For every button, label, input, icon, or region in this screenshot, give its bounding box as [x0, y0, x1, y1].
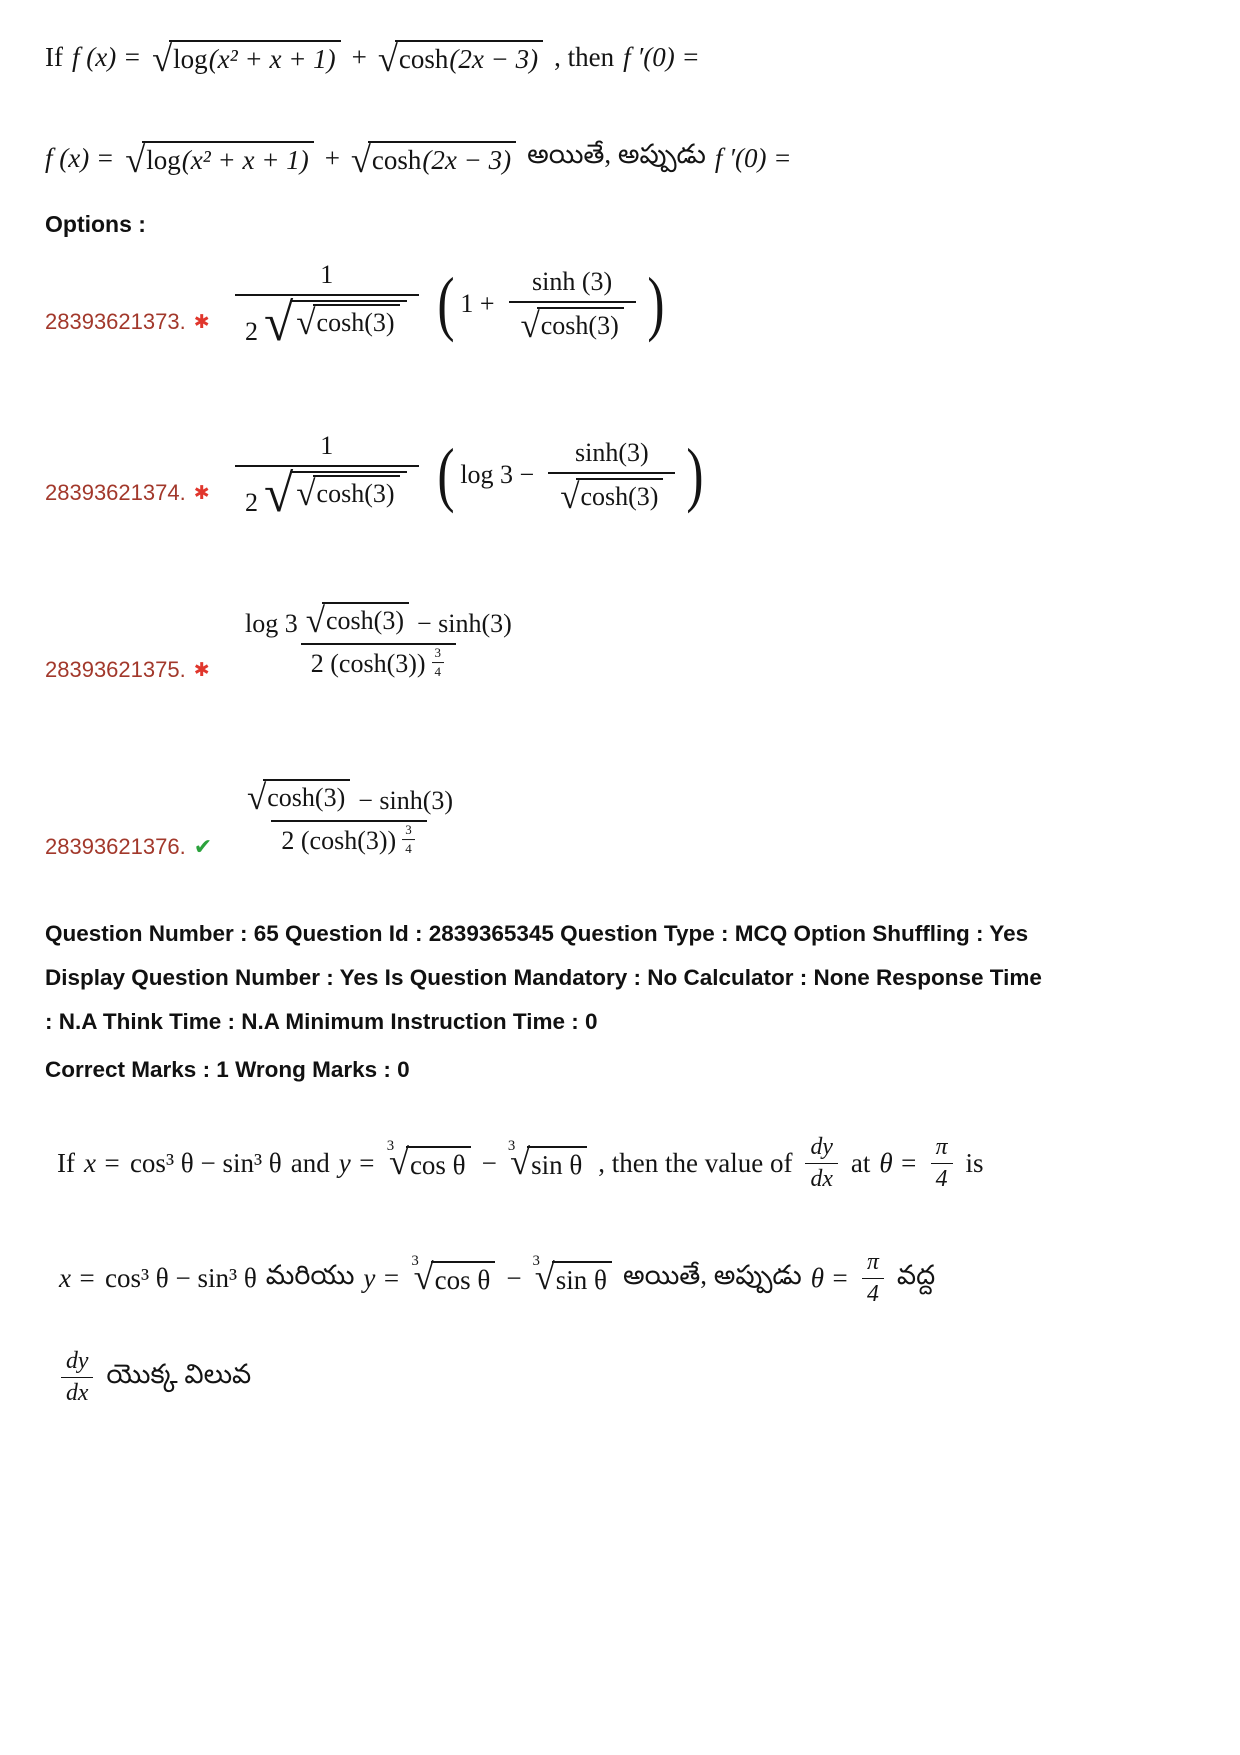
log-argument: (x² + x + 1)	[208, 44, 336, 74]
inner-fraction	[509, 267, 636, 341]
marks-line: Correct Marks : 1 Wrong Marks : 0	[45, 1057, 410, 1083]
question-64-block	[45, 40, 1200, 872]
question-64-telugu	[45, 139, 1200, 177]
root-index: 3	[507, 1138, 516, 1155]
numerator-lead: log 3	[245, 609, 298, 639]
fraction	[235, 602, 522, 695]
pi: π	[935, 1134, 948, 1161]
numerator: 1	[320, 260, 334, 289]
cosh-function: √ cosh	[398, 44, 449, 74]
dy-dx-fraction	[61, 1348, 93, 1407]
dy: dy	[810, 1134, 833, 1161]
numerator: sinh(3)	[575, 437, 649, 467]
question-65-block	[45, 1134, 1200, 1407]
radicand: √ √ cosh(3)	[316, 308, 395, 337]
option-id-block	[45, 834, 230, 872]
outer-radical	[264, 300, 407, 345]
inner-radical	[296, 475, 399, 509]
wrong-mark-icon: ✱	[193, 311, 210, 333]
f-prime-expression: f ′(0) =	[623, 42, 700, 72]
minus-sign: −	[481, 1148, 497, 1179]
telugu-connector: అయితే, అప్పుడు	[527, 139, 706, 169]
correct-mark-icon: ✔	[193, 834, 213, 860]
dy: dy	[66, 1348, 89, 1375]
theta-equals: θ =	[879, 1148, 918, 1179]
outer-radical	[264, 471, 407, 516]
exponent-numerator: 3	[434, 645, 442, 661]
plus-sign: +	[324, 142, 340, 173]
cosh-argument: (2x − 3)	[422, 144, 512, 175]
metadata-line-2: Display Question Number : Yes Is Question Mandatory : No Calculator : None Response Time	[45, 965, 1042, 991]
denominator-base: 2 (cosh(3))	[310, 649, 426, 679]
root-index: 3	[386, 1138, 395, 1155]
theta-equals: θ =	[810, 1263, 849, 1294]
option-formula	[230, 431, 707, 518]
question-text: If	[57, 1148, 75, 1179]
radical	[247, 779, 350, 813]
telugu-connector: మరియు	[265, 1259, 355, 1290]
pi: π	[866, 1249, 879, 1276]
option-row-1	[45, 260, 1200, 347]
options-label: Options :	[45, 211, 146, 237]
radical-log-term	[125, 141, 314, 176]
telugu-connector: యొక్క విలువ	[106, 1358, 252, 1389]
exponent-denominator: 4	[405, 841, 412, 857]
option-formula	[230, 602, 527, 695]
plus-sign: +	[351, 42, 367, 72]
parenthesized-expression	[434, 267, 668, 341]
radicand: sin θ	[555, 1265, 607, 1296]
radical	[560, 478, 663, 512]
question-text: is	[965, 1148, 984, 1179]
four: 4	[866, 1281, 879, 1308]
option-row-3	[45, 602, 1200, 695]
option-formula	[230, 779, 468, 872]
radical	[521, 307, 624, 341]
question-metadata	[45, 912, 1200, 1092]
telugu-connector: అయితే, అప్పుడు	[622, 1259, 802, 1290]
root-index: 3	[532, 1253, 540, 1270]
parenthesized-expression	[434, 438, 708, 512]
open-paren	[437, 268, 454, 340]
denominator-base: 2 (cosh(3))	[281, 826, 397, 856]
cube-root-sin	[507, 1138, 587, 1181]
exponent-numerator: 3	[405, 822, 412, 838]
fraction	[235, 431, 419, 518]
numerator: sinh (3)	[532, 266, 613, 296]
question-text: , then the value of	[598, 1148, 793, 1179]
wrong-mark-icon: ✱	[193, 659, 210, 682]
option-id-block	[45, 657, 230, 695]
dx: dx	[66, 1380, 89, 1407]
f-prime-expression: f ′(0) =	[714, 142, 792, 173]
numerator: 1	[320, 431, 334, 460]
inner-radical	[296, 304, 399, 338]
option-row-2	[45, 431, 1200, 518]
y-equals: y =	[338, 1148, 376, 1179]
question-65-english	[45, 1134, 1200, 1193]
close-paren	[687, 439, 704, 511]
x-equals: x =	[59, 1263, 96, 1294]
radical-log-term	[152, 40, 341, 75]
dy-dx-fraction	[805, 1134, 837, 1193]
exponent-fraction	[402, 822, 415, 857]
option-id-number: 28393621376.	[45, 834, 186, 860]
log-argument: (x² + x + 1)	[181, 144, 309, 175]
log-function: √ log	[173, 44, 208, 74]
option-id-block	[45, 309, 230, 347]
radicand: √ cosh(3)	[326, 606, 404, 635]
trig-expression: cos³ θ − sin³ θ	[104, 1263, 257, 1294]
four: 4	[935, 1166, 948, 1193]
root-index: 3	[411, 1253, 419, 1270]
paren-lead-term: 1 +	[460, 288, 495, 318]
radical	[306, 602, 409, 636]
pi-over-4-fraction	[931, 1134, 953, 1193]
radicand: √ cosh(3)	[540, 310, 619, 340]
minus-sign: −	[506, 1263, 522, 1294]
f-of-x-expression: f (x) =	[71, 42, 142, 72]
cube-root-cos	[411, 1253, 495, 1296]
radicand: cos θ	[434, 1265, 491, 1296]
f-of-x-expression: f (x) =	[45, 142, 115, 173]
option-formula	[230, 260, 668, 347]
option-id-number: 28393621373.	[45, 309, 186, 334]
denominator-coefficient: 2	[245, 317, 258, 346]
radical-cosh-term	[378, 40, 543, 75]
question-text: If	[45, 42, 63, 72]
cube-root-cos	[386, 1138, 471, 1181]
radicand: sin θ	[531, 1150, 583, 1181]
pi-over-4-fraction	[862, 1249, 884, 1308]
y-equals: y =	[363, 1263, 401, 1294]
metadata-line-3: : N.A Think Time : N.A Minimum Instruction Time : 0	[45, 1009, 598, 1035]
wrong-mark-icon: ✱	[193, 482, 210, 504]
open-paren	[437, 439, 454, 511]
denominator-coefficient: 2	[245, 488, 258, 517]
question-text: , then	[554, 42, 615, 72]
telugu-connector: వద్ద	[896, 1259, 936, 1290]
option-row-4	[45, 779, 1200, 872]
fraction	[235, 260, 419, 347]
radicand: cos θ	[409, 1150, 466, 1181]
exponent-fraction	[432, 645, 445, 680]
metadata-line-1: Question Number : 65 Question Id : 2839365345 Question Type : MCQ Option Shuffling : Yes	[45, 921, 1029, 947]
option-id-number: 28393621375.	[45, 657, 186, 683]
question-text: at	[850, 1148, 871, 1179]
x-equals: x =	[83, 1148, 121, 1179]
close-paren	[647, 268, 664, 340]
option-id-number: 28393621374.	[45, 480, 186, 505]
option-id-block	[45, 480, 230, 518]
question-text: and	[290, 1148, 330, 1179]
radicand: √ cosh(3)	[267, 783, 346, 813]
fraction	[235, 779, 463, 872]
cube-root-sin	[532, 1253, 612, 1296]
exponent-denominator: 4	[434, 664, 442, 680]
inner-fraction	[548, 438, 675, 512]
radical-cosh-term	[351, 141, 516, 176]
cosh-argument: (2x − 3)	[449, 44, 539, 74]
cosh-function: √ cosh	[371, 144, 422, 175]
numerator-tail: − sinh(3)	[416, 609, 512, 639]
radicand: √ cosh(3)	[580, 481, 659, 511]
log-function: √ log	[146, 144, 181, 175]
trig-expression: cos³ θ − sin³ θ	[129, 1148, 282, 1179]
numerator-tail: − sinh(3)	[358, 786, 454, 816]
question-64-english	[45, 40, 1200, 75]
radicand: √ √ cosh(3)	[316, 479, 395, 508]
paren-lead-term: log 3 −	[460, 459, 535, 489]
question-65-telugu-tail	[45, 1348, 1200, 1407]
question-65-telugu	[45, 1249, 1200, 1308]
dx: dx	[810, 1166, 833, 1193]
